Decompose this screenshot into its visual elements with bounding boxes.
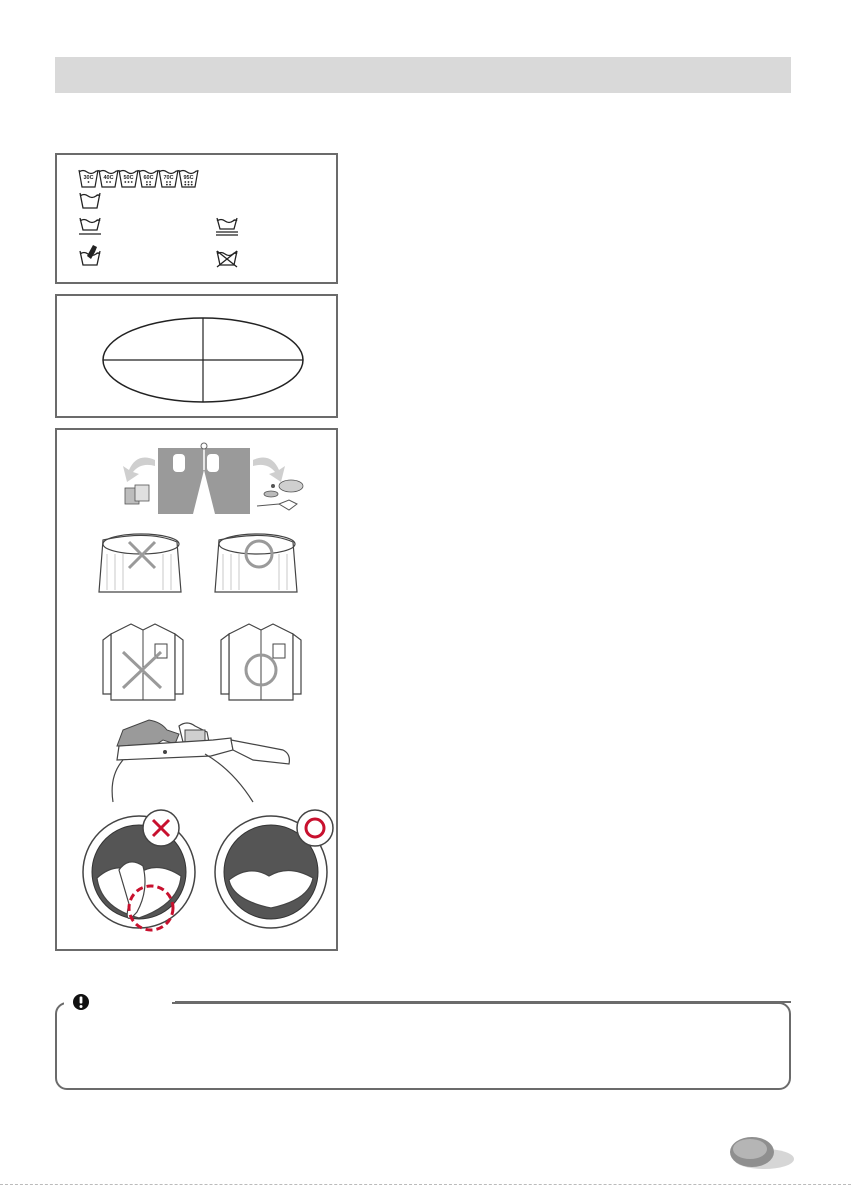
preparation-illustrations	[57, 430, 340, 953]
wash-dot	[188, 181, 190, 183]
sorting-diagram	[57, 296, 340, 420]
waistband-wrong-illustration	[99, 534, 181, 592]
wash-temperature-icon	[79, 170, 98, 187]
wash-temperature-icon	[119, 170, 138, 187]
drum-overloaded-wrong-illustration	[83, 810, 195, 930]
empty-pockets-illustration	[123, 443, 303, 514]
drum-correct-load-illustration	[215, 810, 333, 928]
wash-temperature-label: 60C	[143, 175, 154, 181]
page-bottom-rule	[0, 1184, 851, 1185]
wash-temperature-icon	[159, 170, 178, 187]
wash-dot	[169, 181, 171, 183]
very-gentle-wash-icon	[217, 218, 237, 229]
warning-icon	[72, 993, 90, 1011]
note-top-rule	[175, 1001, 791, 1003]
wash-dot	[149, 184, 151, 186]
gentle-wash-icon	[80, 218, 100, 230]
wash-dot	[184, 184, 186, 186]
wash-dot	[146, 184, 148, 186]
laundry-sorting-panel	[55, 294, 338, 418]
wash-dot	[191, 184, 193, 186]
wash-temperature-label: 70C	[163, 175, 174, 181]
temperature-wash-symbols	[79, 170, 198, 187]
wash-dot	[169, 184, 171, 186]
pretreat-stain-illustration	[112, 720, 289, 802]
wash-dot	[124, 181, 126, 183]
wash-dot	[128, 181, 130, 183]
care-label-symbols-panel	[55, 153, 338, 284]
wash-dot	[106, 181, 108, 183]
wash-dot	[188, 184, 190, 186]
wash-dot	[131, 181, 133, 183]
wash-dot	[88, 181, 90, 183]
wash-dot	[191, 181, 193, 183]
wash-temperature-icon	[139, 170, 158, 187]
wash-temperature-icon	[99, 170, 118, 187]
care-symbols-illustration	[57, 155, 340, 286]
wash-temperature-label: 95C	[183, 175, 194, 181]
wash-dot	[146, 181, 148, 183]
laundry-preparation-panel	[55, 428, 338, 951]
page-number-badge	[728, 1135, 794, 1171]
wash-temperature-label: 30C	[83, 175, 94, 181]
waistband-correct-illustration	[215, 534, 297, 592]
wash-temperature-icon	[179, 170, 198, 187]
caution-note-box	[55, 1002, 791, 1090]
wash-temperature-label: 40C	[103, 175, 114, 181]
wash-dot	[109, 181, 111, 183]
wash-dot	[149, 181, 151, 183]
wash-tub-icon	[80, 193, 100, 208]
wash-dot	[166, 181, 168, 183]
wash-dot	[166, 184, 168, 186]
shirt-unbuttoned-wrong-illustration	[103, 624, 183, 700]
section-header-bar	[55, 57, 791, 93]
wash-temperature-label: 50C	[123, 175, 134, 181]
shirt-buttoned-correct-illustration	[221, 624, 301, 700]
wash-dot	[184, 181, 186, 183]
